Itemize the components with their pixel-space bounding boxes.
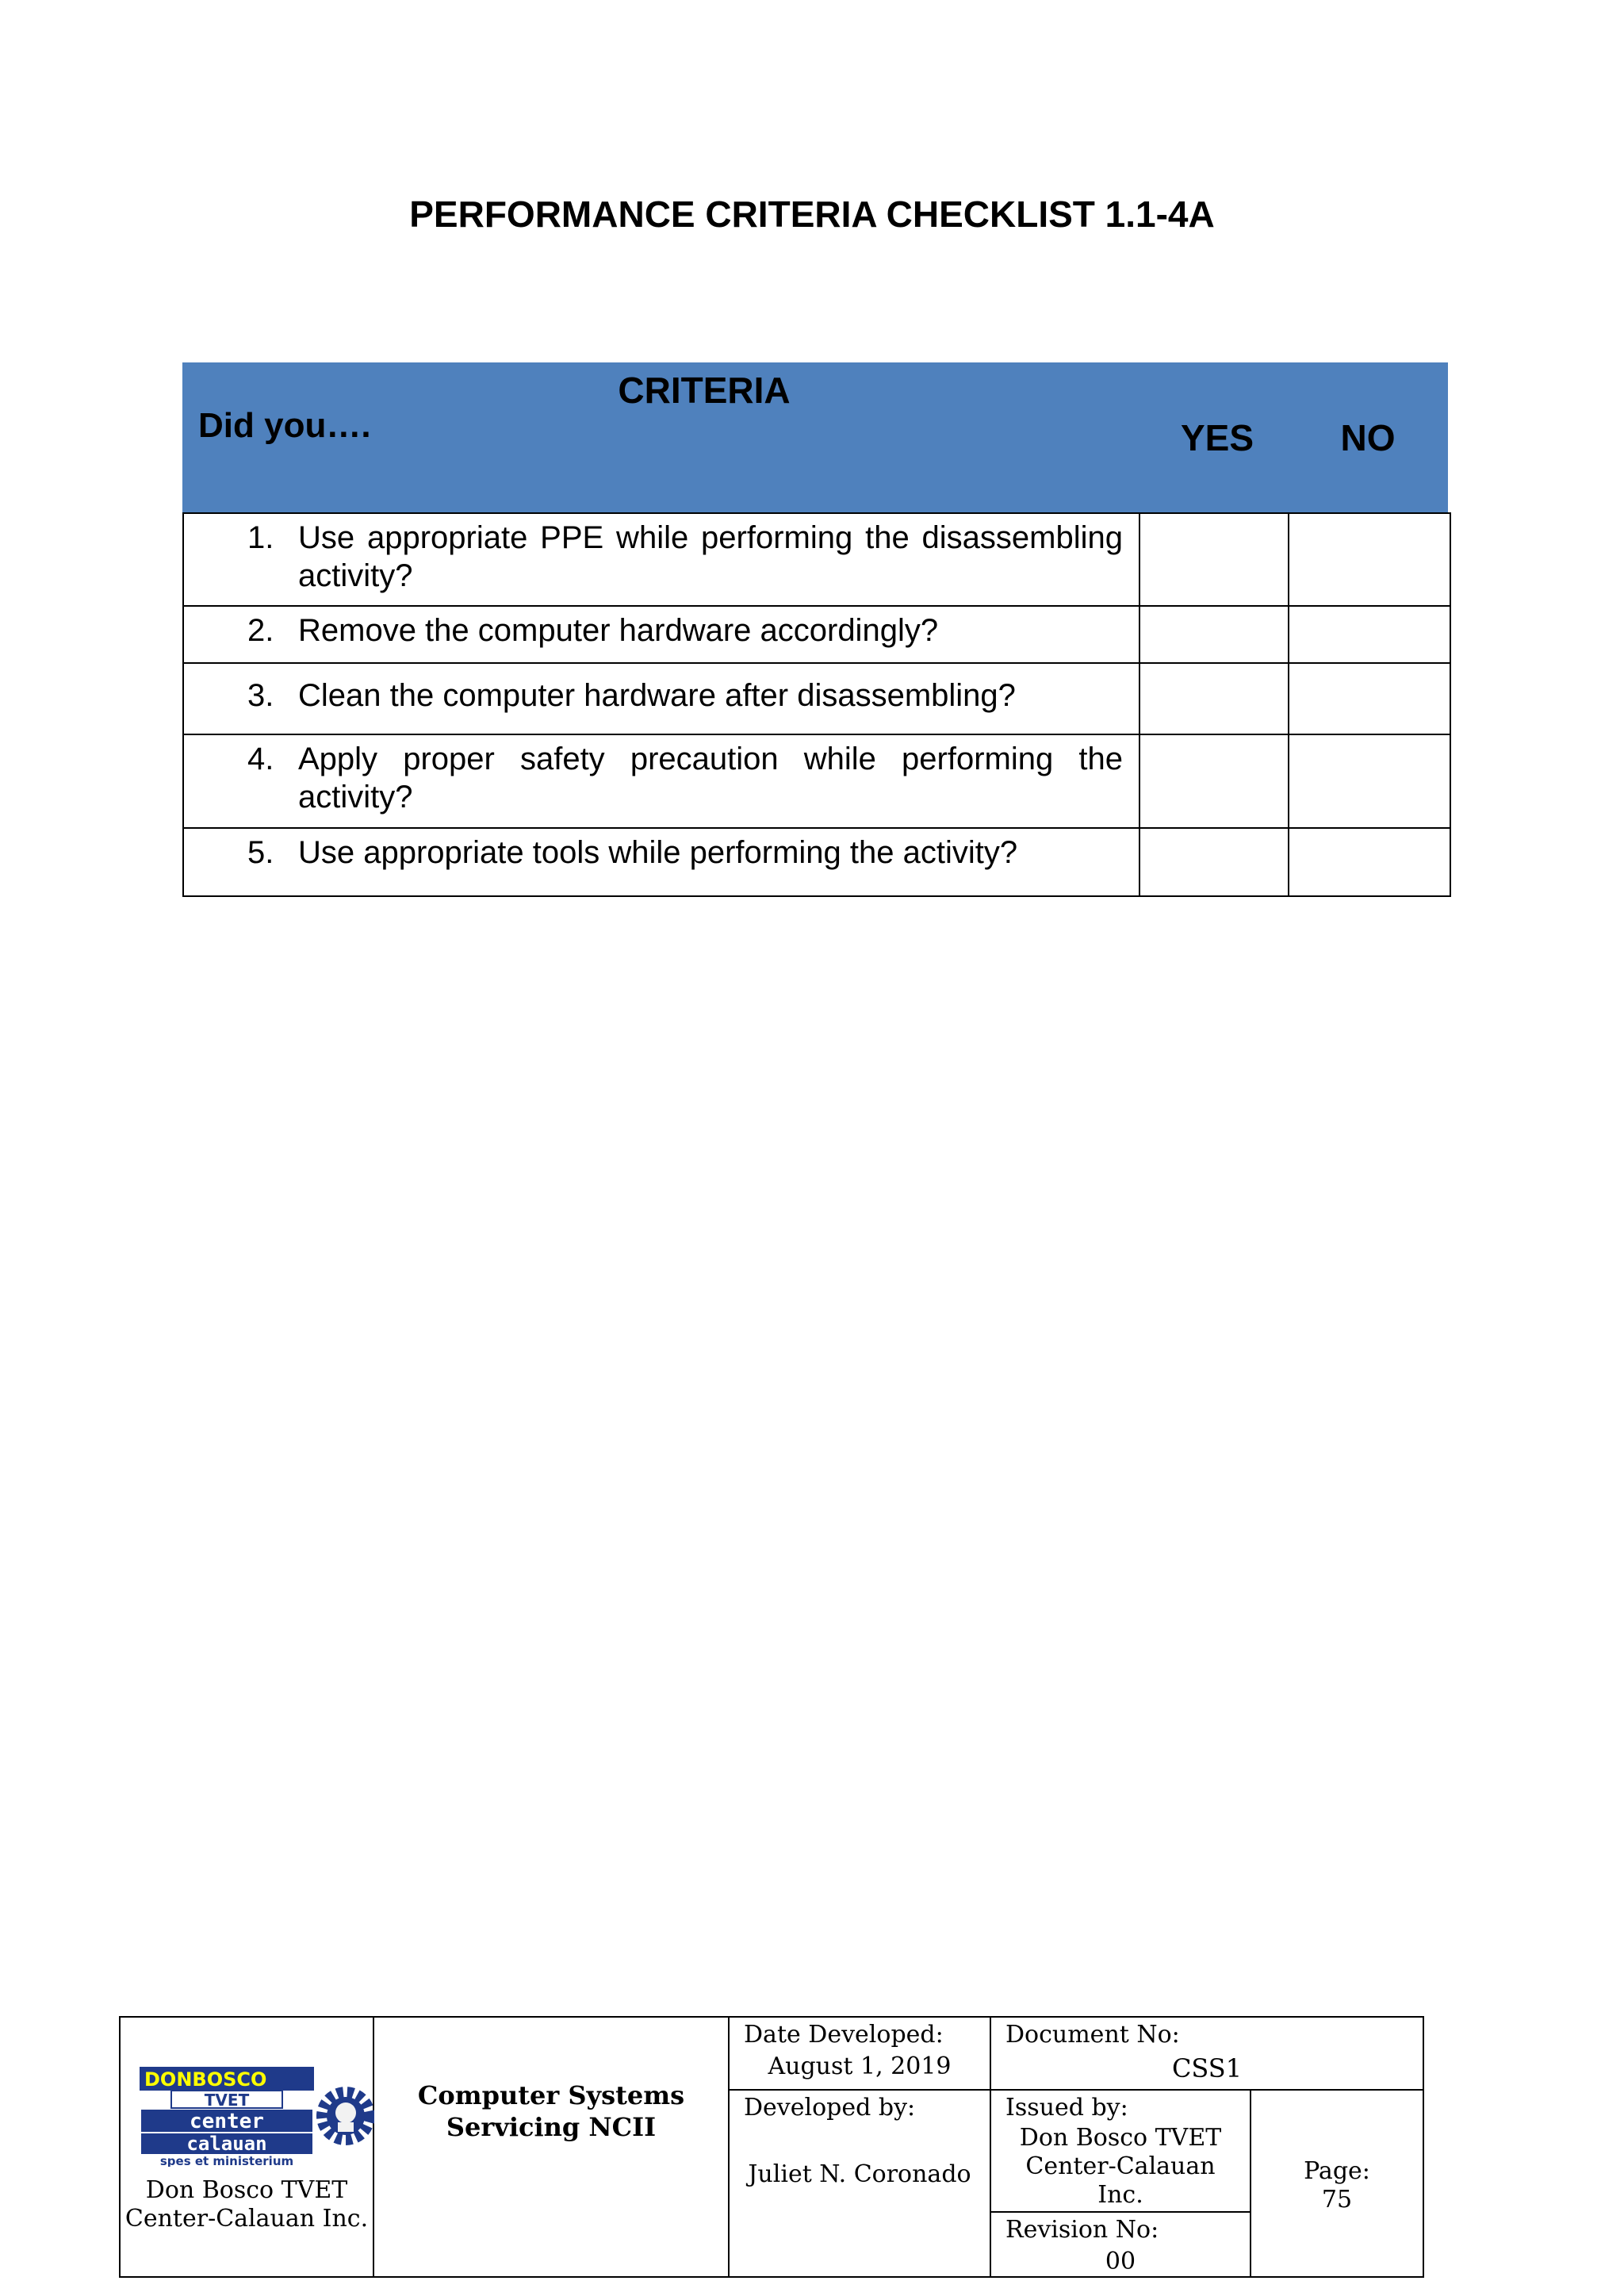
logo-tvet-text: TVET — [204, 2091, 250, 2110]
no-checkbox-cell[interactable] — [1289, 734, 1450, 828]
row-question: Clean the computer hardware after disassembling? — [298, 678, 1016, 713]
yes-checkbox-cell[interactable] — [1139, 513, 1289, 606]
table-row — [183, 734, 1450, 828]
course-line2: Servicing NCII — [446, 2112, 657, 2142]
document-no-label: Document No: — [1005, 2021, 1180, 2049]
row-question: Remove the computer hardware accordingly? — [298, 613, 939, 648]
no-checkbox-cell[interactable] — [1289, 513, 1450, 606]
table-row — [183, 828, 1450, 896]
did-you-heading: Did you…. — [198, 406, 371, 445]
issued-by-line3: Inc. — [1097, 2181, 1143, 2209]
developed-by-label: Developed by: — [744, 2094, 916, 2122]
row-question: Use appropriate PPE while performing the disassembling activity? — [298, 520, 1123, 593]
course-line1: Computer Systems — [417, 2080, 685, 2110]
criteria-header — [182, 362, 1448, 512]
org-name-line1: Don Bosco TVET — [145, 2176, 348, 2204]
table-row — [183, 513, 1450, 606]
no-checkbox-cell[interactable] — [1289, 606, 1450, 663]
date-developed-value: August 1, 2019 — [768, 2053, 952, 2080]
row-question: Apply proper safety precaution while performing the activity? — [298, 742, 1123, 815]
page-title: PERFORMANCE CRITERIA CHECKLIST 1.1-4A — [409, 194, 1215, 235]
logo-calauan-text: calauan — [186, 2133, 267, 2155]
logo-center-text: center — [190, 2110, 264, 2133]
revision-no-label: Revision No: — [1005, 2216, 1159, 2244]
yes-checkbox-cell[interactable] — [1139, 734, 1289, 828]
no-checkbox-cell[interactable] — [1289, 663, 1450, 734]
don-bosco-logo — [140, 2067, 374, 2167]
table-row — [183, 663, 1450, 734]
logo-top-text: DONBOSCO — [144, 2068, 267, 2091]
date-developed-label: Date Developed: — [744, 2021, 944, 2049]
issued-by-line2: Center-Calauan — [1025, 2152, 1216, 2180]
org-name-line2: Center-Calauan Inc. — [124, 2205, 369, 2233]
no-heading: NO — [1340, 417, 1396, 458]
document-no-value: CSS1 — [1171, 2053, 1243, 2083]
gear-icon — [322, 2092, 370, 2140]
yes-heading: YES — [1180, 417, 1254, 458]
row-number: 2. — [247, 613, 274, 648]
row-question: Use appropriate tools while performing the activity? — [298, 835, 1018, 870]
revision-no-value: 00 — [1105, 2248, 1136, 2275]
no-checkbox-cell[interactable] — [1289, 828, 1450, 896]
row-number: 5. — [247, 835, 274, 870]
page-label: Page: — [1304, 2157, 1370, 2185]
table-row — [183, 606, 1450, 663]
issued-by-line1: Don Bosco TVET — [1019, 2124, 1222, 2152]
row-number: 3. — [247, 678, 274, 713]
criteria-heading: CRITERIA — [618, 370, 791, 411]
developed-by-value: Juliet N. Coronado — [748, 2160, 971, 2188]
logo-motto-text: spes et ministerium — [159, 2154, 294, 2167]
document-footer — [119, 2016, 1424, 2278]
criteria-table — [182, 362, 1448, 897]
yes-checkbox-cell[interactable] — [1139, 828, 1289, 896]
criteria-rows — [182, 512, 1451, 897]
yes-checkbox-cell[interactable] — [1139, 606, 1289, 663]
row-number: 1. — [247, 520, 274, 555]
row-number: 4. — [247, 742, 274, 776]
issued-by-label: Issued by: — [1005, 2094, 1128, 2122]
page-number: 75 — [1321, 2186, 1353, 2214]
yes-checkbox-cell[interactable] — [1139, 663, 1289, 734]
